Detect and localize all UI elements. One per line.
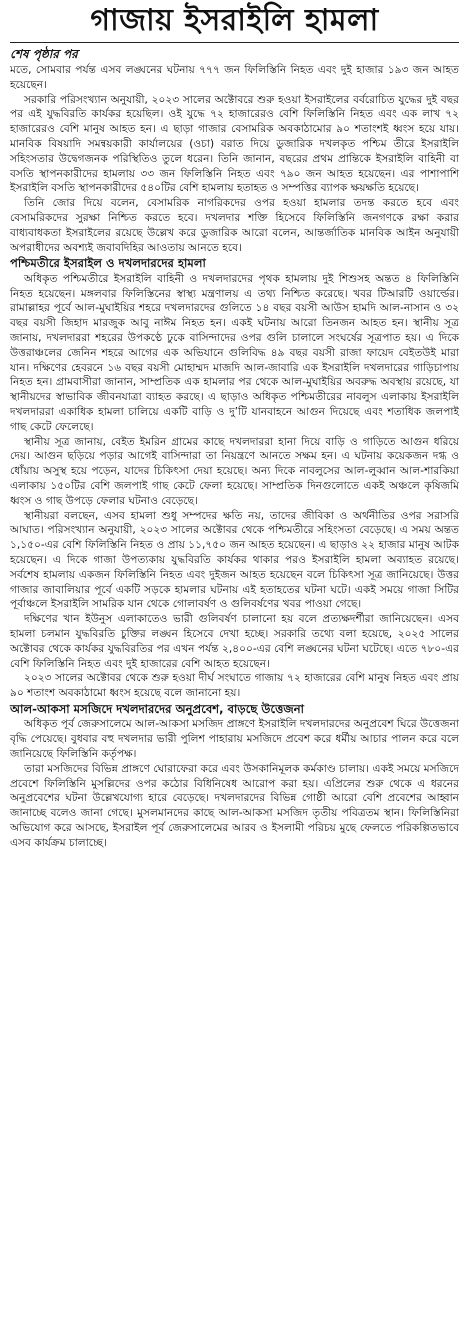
article-paragraph: তারা মসজিদের বিভিন্ন প্রাঙ্গণে ঘোরাফেরা করে এবং উসকানিমূলক কর্মকাণ্ড চালায়। একই সময়ে মসজিদে প্রবেশে ফিলিস্তিনি মুসল্লিদের ওপর কঠোর বিধিনিষেধ আরোপ করা হয়। এপ্রিলের শুরু থেকে এ ধরনের অনুপ্রবেশের ঘটনা উল্লেখযোগ্য হারে বেড়েছে। দখলদারদের বিভিন্ন গোষ্ঠী আরো বেশি প্রবেশের আহ্বান জানাচ্ছে বলেও জানা গেছে। মুসলমানদের কাছে আল-আকসা মসজিদ তৃতীয় পবিত্রতম স্থান। ফিলিস্তিনিরা অভিযোগ করে আসছে, ইসরাইল পূর্ব জেরুসালেমের আরব ও ইসলামী পরিচয় মুছে ফেলতে পরিকল্পিতভাবে এসব কার্যক্রম চালাচ্ছে। <box>10 762 459 849</box>
article-paragraph: সরকারি পরিসংখ্যান অনুযায়ী, ২০২৩ সালের অক্টোবরে শুরু হওয়া ইসরাইলের বর্বরোচিত যুদ্ধের দুই বছর পর এই যুদ্ধবিরতি কার্যকর হয়েছিল। ওই যুদ্ধে ৭২ হাজারেরও বেশি ফিলিস্তিনি নিহত এবং এক লাখ ৭২ হাজারেরও বেশি মানুষ আহত হন। এ ছাড়া গাজার বেসামরিক অবকাঠামোর ৯০ শতাংশই ধ্বংস হয়ে যায়। মানবিক বিষয়াদি সমন্বয়কারী কার্যালয়ের (ওচা) বরাত দিয়ে ডুজারিক দখলকৃত পশ্চিম তীরে ইসরাইলি সহিংসতার উদ্বেগজনক পরিস্থিতিও তুলে ধরেন। তিনি জানান, বছরের প্রথম প্রান্তিকে ইসরাইলি বাহিনী বা বসতি স্থাপনকারীদের হামলায় ৩৩ জন ফিলিস্তিনি নিহত এবং ৭৯০ জন আহত হয়েছেন। এর পাশাপাশি ইসরাইলি বসতি স্থাপনকারীদের ৫৪০টির বেশি হামলায় হতাহত ও সম্পত্তির ব্যাপক ক্ষয়ক্ষতি হয়েছে। <box>10 93 459 195</box>
article-paragraph: স্থানীয় সূত্র জানায়, বেইত ইমরিন গ্রামের কাছে দখলদাররা হানা দিয়ে বাড়ি ও গাড়িতে আগুন ধরিয়ে দেয়। আগুন ছড়িয়ে পড়ার আগেই বাসিন্দারা তা নিয়ন্ত্রণে আনতে সক্ষম হন। এ ঘটনায় কয়েকজন দগ্ধ ও ধোঁয়ায় অসুস্থ হয়ে পড়েন, যাদের চিকিৎসা দেয়া হয়েছে। অন্য দিকে নাবলুসের আল-লুব্বান আল-শারকিয়া এলাকায় ১৫০টির বেশি জলপাই গাছ কেটে ফেলা হয়েছে। সাম্প্রতিক দিনগুলোতে একই অঞ্চলে কৃষিজমি ধ্বংস ও গাছ উপড়ে ফেলার ঘটনাও বেড়েছে। <box>10 435 459 507</box>
headline-divider <box>10 42 459 43</box>
article-paragraph: অধিকৃত পশ্চিমতীরে ইসরাইলি বাহিনী ও দখলদারদের পৃথক হামলায় দুই শিশুসহ অন্তত ৪ ফিলিস্তিনি নিহত হয়েছেন। মঙ্গলবার ফিলিস্তিনের স্বাস্থ্য মন্ত্রণালয় এ তথ্য নিশ্চিত করেছে। খবর টিআরটি ওয়ার্ল্ডের। রামাল্লাহর পূর্বে আল-মুঘাইয়ির শহরে দখলদারদের গুলিতে ১৪ বছর বয়সী আউস হামদি আল-নাসান ও ৩২ বছর বয়সী জিহাদ মারজুক আবু নাঈম নিহত হন। একই ঘটনায় আরো তিনজন আহত হন। স্থানীয় সূত্র জানায়, দখলদাররা শহরের উপকণ্ঠে ঢুকে বাসিন্দাদের ওপর গুলি চালালে সংঘর্ষের সূত্রপাত হয়। এ দিকে উত্তরাঞ্চলের জেনিন শহরে আগের এক অভিযানে গুলিবিদ্ধ ৪৯ বছর বয়সী রাজা ফায়েদ বেইতউই মারা যান। দক্ষিণের হেবরনে ১৬ বছর বয়সী মোহাম্মদ মাজদি আল-জাবারি এক ইসরাইলি দখলদারের গাড়িচাপায় নিহত হন। গ্রামবাসীরা জানান, সাম্প্রতিক এক হামলার পর থেকে আল-মুঘাইয়ির অবরুদ্ধ অবস্থায় রয়েছে, যা স্থানীয়দের স্বাভাবিক জীবনযাত্রা ব্যাহত করছে। এ ছাড়াও অধিকৃত পশ্চিমতীরের নাবলুস এলাকায় ইসরাইলি দখলদাররা একাধিক হামলা চালিয়ে একটি বাড়ি ও দু’টি যানবাহনে আগুন দিয়েছে এবং শতাধিক জলপাই গাছ কেটে ফেলেছে। <box>10 272 459 433</box>
section-heading-al-aqsa: আল-আকসা মসজিদে দখলদারদের অনুপ্রবেশ, বাড়ছে উত্তেজনা <box>10 701 305 716</box>
continued-label: শেষ পৃষ্ঠার পর <box>10 47 78 61</box>
article-paragraph: মতে, সোমবার পর্যন্ত এসব লঙ্ঘনের ঘটনায় ৭৭৭ জন ফিলিস্তিনি নিহত এবং দুই হাজার ১৯৩ জন আহত হয়েছেন। <box>10 64 459 91</box>
article-paragraph: তিনি জোর দিয়ে বলেন, বেসামরিক নাগরিকদের ওপর হওয়া হামলার তদন্ত করতে হবে এবং বেসামরিকদের সুরক্ষা নিশ্চিত করতে হবে। দখলদার শক্তি হিসেবে ফিলিস্তিনি জনগণকে রক্ষা করার বাধ্যবাধকতা ইসরাইলের রয়েছে উল্লেখ করে ডুজারিক আরো বলেন, আন্তর্জাতিক মানবিক আইন অনুযায়ী অপরাধীদের অবশ্যই জবাবদিহির আওতায় আনতে হবে। <box>10 197 459 254</box>
article-paragraph: দক্ষিণের খান ইউনুস এলাকাতেও ভারী গুলিবর্ষণ চালানো হয় বলে প্রত্যক্ষদর্শীরা জানিয়েছেন। এসব হামলা চলমান যুদ্ধবিরতি চুক্তির লঙ্ঘন হিসেবে দেখা হচ্ছে। সরকারি তথ্যে বলা হয়েছে, ২০২৫ সালের অক্টোবর থেকে কার্যকর যুদ্ধবিরতির পর এখন পর্যন্ত ২,৪০০-এর বেশি লঙ্ঘনের ঘটনা ঘটেছে। এতে ৭৮০-এর বেশি ফিলিস্তিনি নিহত এবং দুই হাজারের বেশি আহত হয়েছেন। <box>10 613 459 670</box>
article-paragraph: অধিকৃত পূর্ব জেরুসালেমে আল-আকসা মসজিদ প্রাঙ্গণে ইসরাইলি দখলদারদের অনুপ্রবেশ ঘিরে উত্তেজনা বৃদ্ধি পেয়েছে। বুধবার বহু দখলদার ভারী পুলিশ পাহারায় মসজিদে প্রবেশ করে ধর্মীয় আচার পালন করে বলে জানিয়েছে ফিলিস্তিনি কর্তৃপক্ষ। <box>10 718 459 761</box>
article-paragraph: স্থানীয়রা বলছেন, এসব হামলা শুধু সম্পদের ক্ষতি নয়, তাদের জীবিকা ও অর্থনীতির ওপর সরাসরি আঘাত। পরিসংখ্যান অনুযায়ী, ২০২৩ সালের অক্টোবর থেকে পশ্চিমতীরে সহিংসতা বেড়েছে। এ সময় অন্তত ১,১৫০-এর বেশি ফিলিস্তিনি নিহত ও প্রায় ১১,৭৫০ জন আহত হয়েছেন। এ ছাড়াও ২২ হাজার মানুষ আটক হয়েছেন। এ দিকে গাজা উপত্যকায় যুদ্ধবিরতি কার্যকর থাকার পরও ইসরাইলি হামলা অব্যাহত রয়েছে। সর্বশেষ হামলায় একজন ফিলিস্তিনি নিহত এবং দুইজন আহত হয়েছেন বলে চিকিৎসা সূত্র জানিয়েছে। উত্তর গাজার জাবালিয়ার পূর্বে একটি সড়কে হামলার ঘটনায় এই হতাহতের ঘটনা ঘটে। একই সময়ে গাজা সিটির পূর্বাঞ্চলে ইসরাইলি সামরিক যান থেকে গোলাবর্ষণ ও গুলিবর্ষণের খবর পাওয়া গেছে। <box>10 509 460 611</box>
section-heading-west-bank: পশ্চিমতীরে ইসরাইল ও দখলদারদের হামলা <box>10 256 206 271</box>
headline: গাজায় ইসরাইলি হামলা <box>90 3 379 38</box>
article-paragraph: ২০২৩ সালের অক্টোবর থেকে শুরু হওয়া দীর্ঘ সংঘাতে গাজায় ৭২ হাজারের বেশি মানুষ নিহত এবং প্রায় ৯০ শতাংশ অবকাঠামো ধ্বংস হয়েছে বলে জানানো হয়। <box>10 672 459 700</box>
